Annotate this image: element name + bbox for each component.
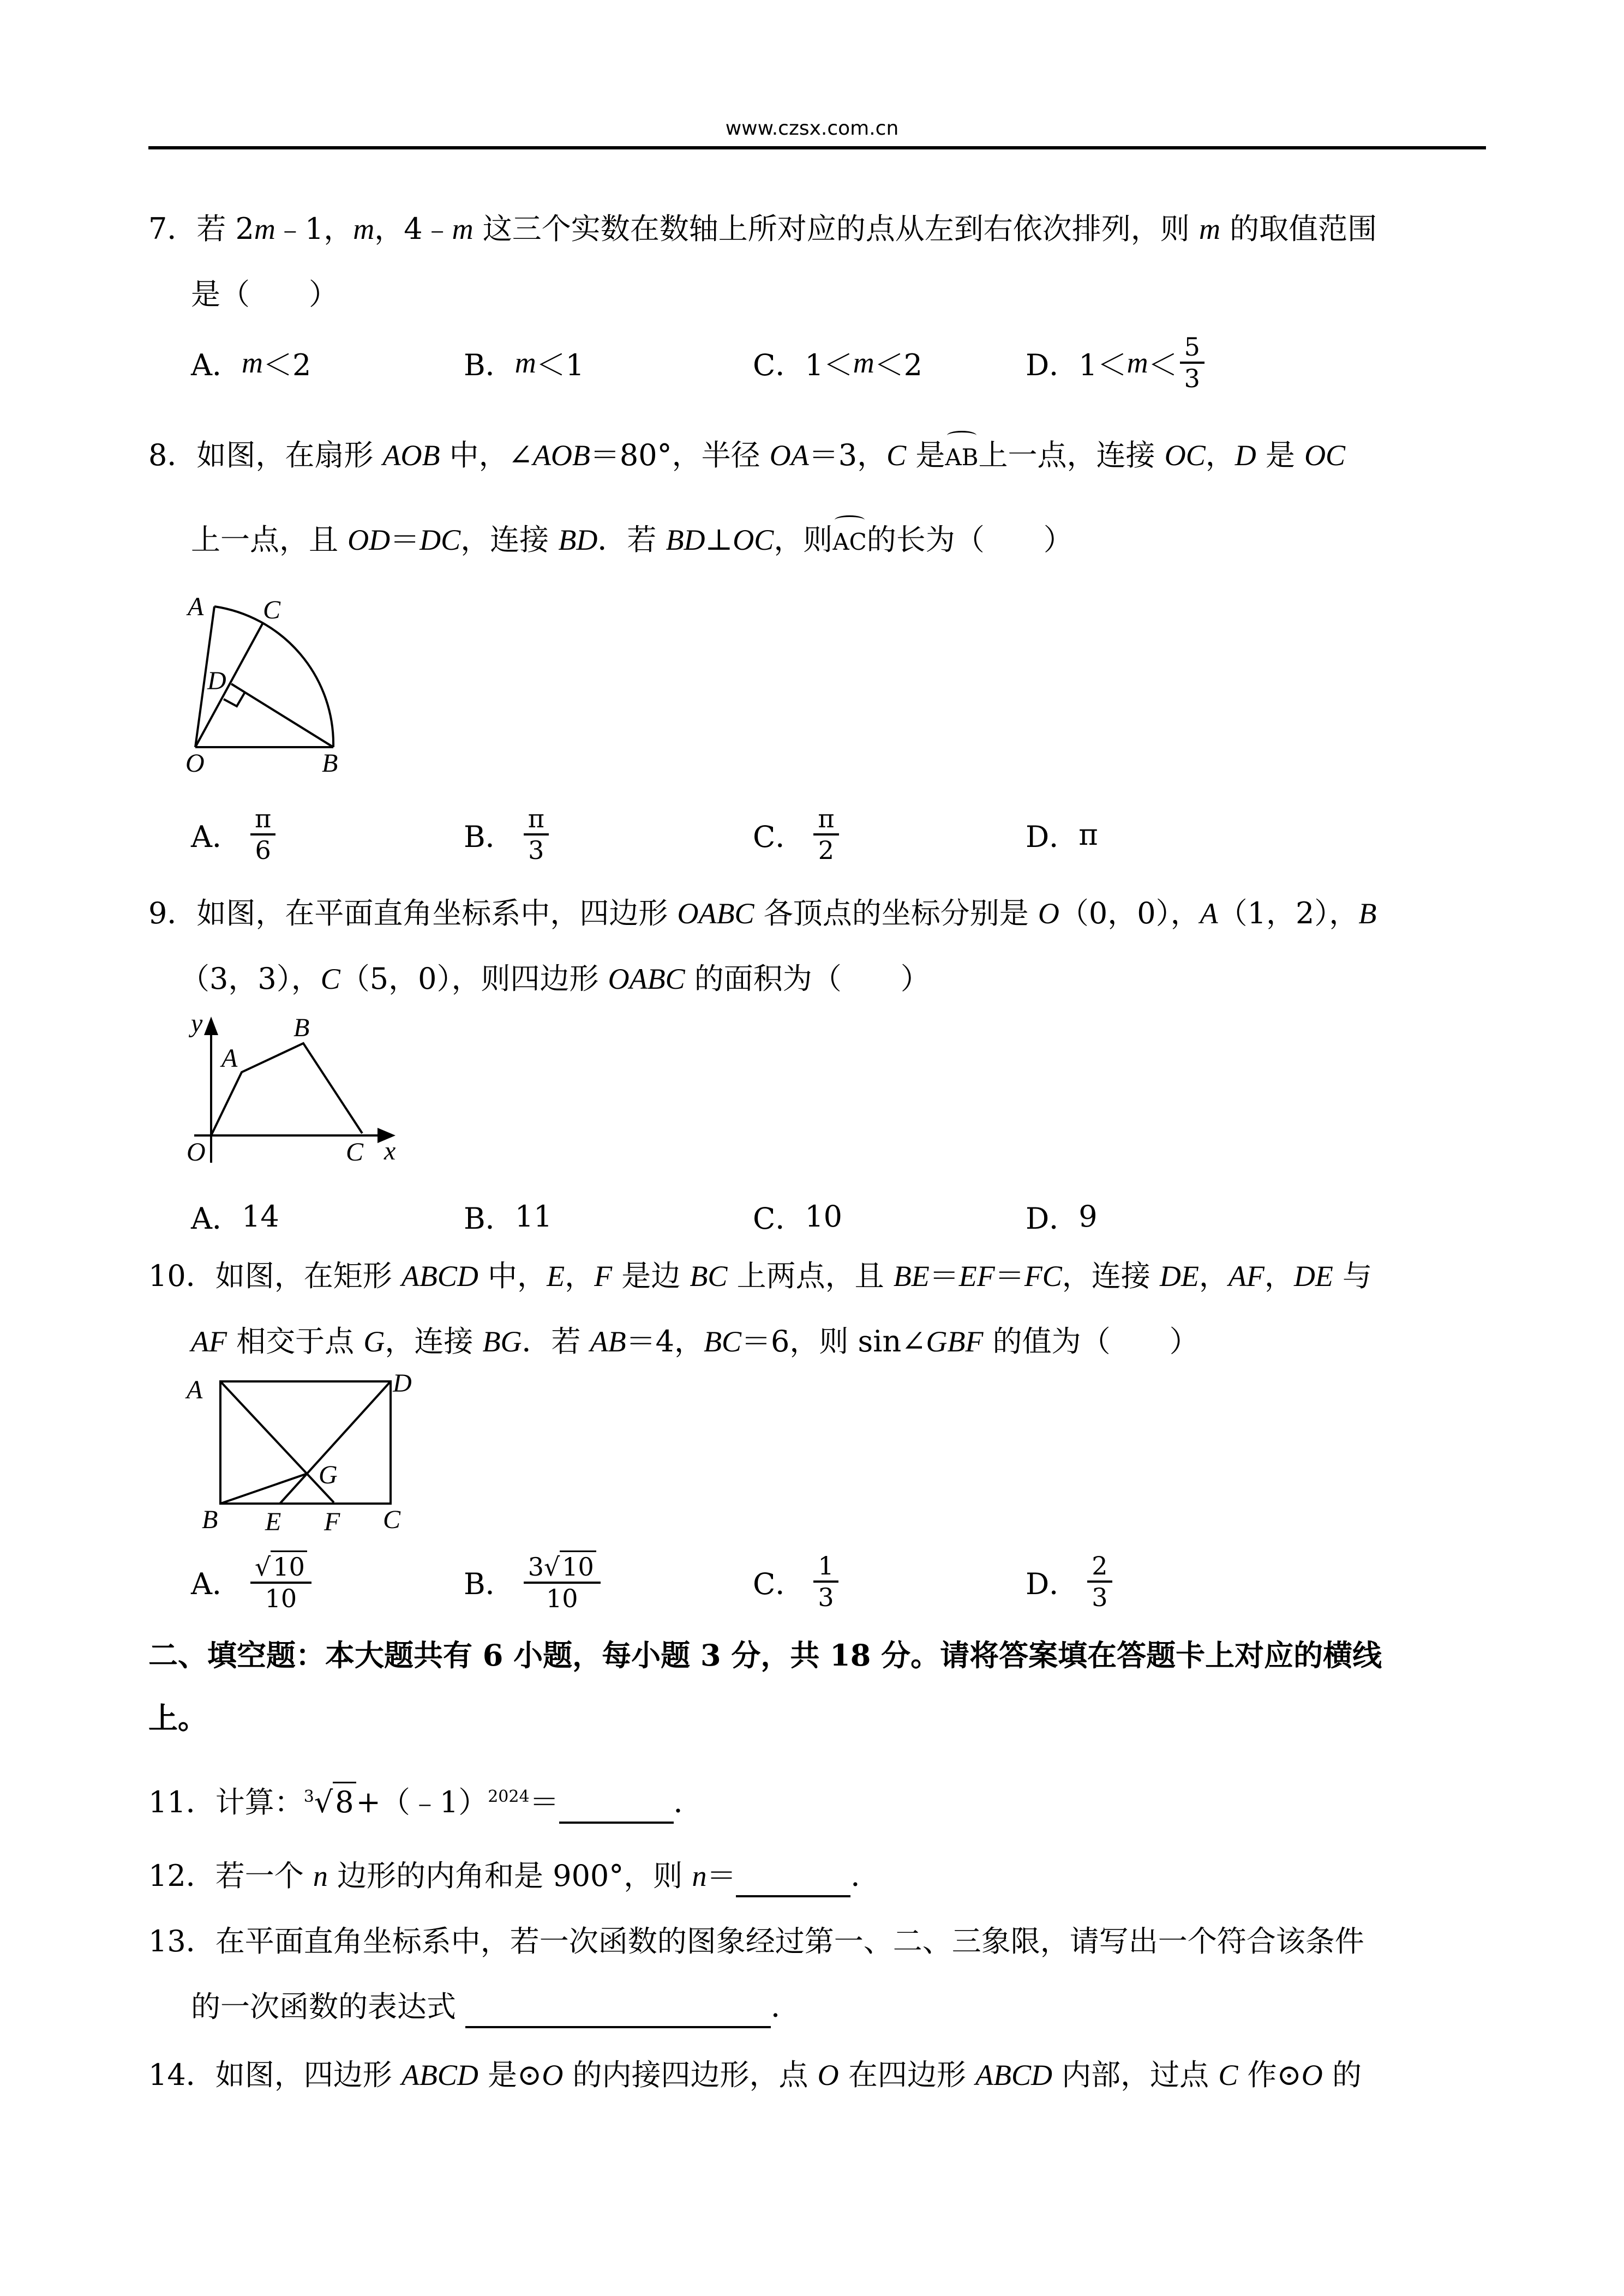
radicand: 8 [333,1782,356,1822]
q10-number: 10． [148,1259,215,1293]
q9-text: 如图，在平面直角坐标系中，四边形 [196,896,678,930]
q8-line2 [191,521,1073,561]
var: AOB [382,439,440,472]
label-a: A [188,592,204,621]
q13-line2 [191,1988,800,2028]
q10-text: 上两点，且 [727,1259,894,1293]
option-text: 11 [514,1199,553,1234]
q8-text: 如图，在扇形 [196,438,383,472]
q10-line1 [148,1257,1372,1295]
header-rule [148,146,1486,149]
option-text: ＜2 [874,347,923,382]
q8-option-b[interactable] [464,802,549,867]
q9-option-a[interactable] [191,1183,279,1249]
q14-line1 [148,2056,1362,2094]
q10-text: 与 [1333,1259,1373,1293]
var: BD [558,524,598,556]
root-index: 3 [303,1787,314,1806]
option-label: B． [464,1201,515,1236]
q7-option-b[interactable] [464,330,584,395]
q8-text: ．若 [597,522,666,557]
var: BE [893,1260,930,1293]
q7-text: 的取值范围 [1220,212,1377,246]
var: D [1235,439,1256,472]
var: C [1218,2059,1238,2091]
option-label: B． [464,1566,515,1601]
q11-text: 计算： [215,1785,304,1819]
q8-text: ＝ [390,522,420,557]
answer-blank[interactable] [736,1857,850,1897]
option-label: D． [1026,347,1079,382]
fraction-denominator: 3 [1184,364,1200,393]
label-a: A [221,1044,238,1073]
fraction [1180,332,1204,393]
var: AF [191,1325,227,1358]
fraction [524,804,549,865]
q7-text: ，4﹣ [374,212,452,246]
q10-text: 中， [478,1259,547,1293]
var: A [1200,897,1218,930]
q7-text: ﹣1， [275,212,353,246]
q7-line2: 是（ ） [191,277,338,311]
q14-text: 的 [1322,2058,1362,2092]
q9-options [191,1183,1500,1249]
option-text: 1＜ [805,347,853,382]
arc-label: AC [832,528,867,555]
q13-text: 在平面直角坐标系中，若一次函数的图象经过第一、二、三象限，请写出一个符合该条件 [215,1924,1364,1958]
label-x: x [384,1137,396,1165]
option-label: D． [1026,1201,1079,1236]
q9-line1 [148,894,1376,933]
var: BG [482,1325,522,1358]
radicand: 10 [271,1550,307,1582]
q9-text: （5，0），则四边形 [340,961,608,996]
var: O [542,2059,564,2091]
q14-text: 在四边形 [838,2058,975,2092]
q10-text: ， [565,1259,595,1293]
var: BC [690,1260,728,1293]
var-m: m [452,213,474,245]
q13-number: 13． [148,1924,215,1958]
option-text: 9 [1078,1199,1098,1234]
fraction [250,804,275,865]
arc-label: AB [945,444,979,471]
q10-figure [164,1363,447,1538]
var-m: m [1126,346,1148,379]
q8-text: ，则 [774,522,833,557]
q13-text: 的一次函数的表达式 [191,1990,466,2024]
var: OC [1304,439,1346,472]
var: ABCD [975,2059,1052,2091]
var: GBF [926,1325,984,1358]
label-g: G [319,1460,338,1489]
q8-text: 中，∠ [440,438,533,472]
var: OABC [677,897,754,930]
var: O [1301,2059,1323,2091]
label-d: D [207,666,226,695]
q8-text: 是 [1256,438,1305,472]
fraction-numerator: 1 [813,1551,838,1583]
q10-option-b[interactable] [464,1549,601,1614]
var: BC [704,1325,742,1358]
q8-text: ，连接 [460,522,559,557]
fraction-numerator: 5 [1180,332,1204,364]
q11: 11．计算：$^3$√8+（﹣1）$^{2024}$＝ ． [148,1778,703,1824]
q8-figure [164,578,382,796]
fraction-denominator: 3 [528,836,544,865]
option-text: ＜1 [536,347,585,382]
q7-text: 这三个实数在数轴上所对应的点从左到右依次排列，则 [473,212,1199,246]
q8-option-a[interactable] [191,802,275,867]
var-m: m [242,346,263,379]
option-text: ＜ [1148,347,1178,382]
q7-line1 [148,210,1377,248]
fraction [250,1550,311,1613]
option-text: 1＜ [1078,347,1127,382]
q8-text: 是 [906,438,945,472]
section2-heading-line2: 上。 [148,1700,207,1735]
q14-text: 如图，四边形 [215,2058,401,2092]
rectangle-abcd [220,1381,391,1504]
q8-text: ⊥ [705,522,733,557]
q9-number: 9． [148,896,197,930]
q10-text: 如图，在矩形 [215,1259,401,1293]
fraction-denominator: 2 [818,836,835,865]
q14-text: 的内接四边形，点 [563,2058,818,2092]
q14-number: 14． [148,2058,215,2092]
q10-text: 的值为（ ） [983,1324,1199,1359]
q8-options [191,802,1500,867]
fraction-denominator: 10 [546,1583,578,1613]
option-text: 10 [805,1199,843,1234]
q12-text: 若一个 [215,1859,313,1893]
fraction [1087,1551,1112,1612]
q10-text: ．若 [522,1324,590,1359]
q10-option-d[interactable] [1026,1549,1112,1614]
var: BD [666,524,705,556]
var-n: n [692,1860,707,1892]
q8-text: 的长为（ ） [866,522,1073,557]
q9-text: （0，0）， [1059,896,1200,930]
fraction-numerator: 3√10 [524,1550,601,1584]
q8-number: 8． [148,438,197,472]
var: B [1358,897,1377,930]
q8-text: 上一点，连接 [978,438,1165,472]
var-m: m [353,213,375,245]
q12-text: ． [850,1859,880,1893]
option-label: A． [191,1566,242,1601]
option-text: 14 [242,1199,279,1234]
q10-text: ，连接 [385,1324,483,1359]
q8-text: ， [1205,438,1235,472]
q9-option-b[interactable] [464,1183,552,1249]
q7-option-a[interactable] [191,330,311,395]
q9-text: （1，2）， [1218,896,1359,930]
var: AF [1228,1260,1265,1293]
var: AB [590,1325,626,1358]
option-label: A． [191,819,242,854]
q8-line1 [148,436,1345,477]
var-m: m [514,346,536,379]
var: O [817,2059,839,2091]
q10-option-c[interactable] [753,1549,838,1614]
label-b: B [293,1013,310,1042]
label-c: C [346,1138,364,1167]
q14-text: 内部，过点 [1052,2058,1219,2092]
q8-text: ＝3， [808,438,887,472]
label-o: O [187,1138,206,1167]
fraction [524,1550,601,1613]
segment-oc [195,624,262,747]
fraction-denominator: 6 [255,836,271,865]
sector-diagram [164,578,382,796]
var-m: m [853,346,874,379]
arc-ab-curve [214,606,333,747]
option-text: π [1078,817,1098,852]
var: OABC [608,963,685,995]
option-label: C． [753,347,805,382]
q9-text: （3，3）， [180,961,321,996]
fraction-denominator: 10 [265,1583,297,1613]
q10-line2 [191,1323,1199,1361]
q7-options [191,330,1500,395]
label-e: E [265,1507,281,1536]
q13-text: ． [771,1990,801,2024]
exponent: 2024 [488,1787,530,1806]
q9-text: 的面积为（ ） [685,961,930,996]
q10-text: ，连接 [1062,1259,1160,1293]
rectangle-diagram [164,1363,447,1538]
q12 [148,1857,880,1897]
y-arrow-icon [204,1017,218,1035]
fraction-numerator: π [813,804,838,836]
q10-options [191,1549,1500,1614]
q12-text: 边形的内角和是 900°，则 [327,1859,692,1893]
fraction-denominator: 3 [818,1583,834,1612]
q9-option-c[interactable] [753,1183,842,1249]
var: DE [1293,1260,1333,1293]
q8-text: 上一点，且 [191,522,348,557]
var: AOB [532,439,590,472]
fraction [813,804,838,865]
var-n: n [313,1860,328,1892]
label-b: B [322,749,338,778]
var: DC [420,524,461,556]
radicand: 10 [560,1550,596,1582]
coordinate-diagram [164,993,436,1189]
option-label: D． [1026,1566,1079,1601]
label-f: F [324,1507,340,1536]
coefficient: 3 [528,1552,544,1582]
q10-text: 是边 [612,1259,690,1293]
label-o: O [185,749,205,778]
label-d: D [393,1369,412,1398]
q10-text: ， [1264,1259,1294,1293]
label-a: A [187,1375,203,1404]
var: C [320,963,340,995]
option-label: B． [464,819,515,854]
fraction-numerator: 2 [1087,1551,1112,1583]
q12-number: 12． [148,1859,215,1893]
fraction-denominator: 3 [1092,1583,1108,1612]
var: EF [958,1260,995,1293]
var: OC [1164,439,1206,472]
q10-text: ＝ [929,1259,959,1293]
section2-heading-line1: 二、填空题：本大题共有 6 小题，每小题 3 分，共 18 分。请将答案填在答题卡上对应的横线 [148,1638,1382,1673]
var-m: m [1198,213,1220,245]
q7-text: 若 2 [196,212,254,246]
arc-ab [945,436,978,477]
label-y: y [191,1009,203,1038]
q7-option-d[interactable] [1026,330,1204,395]
q10-text: ＝6，则 sin∠ [741,1324,926,1359]
q7-number: 7． [148,212,197,246]
label-c: C [383,1505,401,1534]
option-label: C． [753,1201,805,1236]
q10-text: ＝ [994,1259,1024,1293]
option-label: C． [753,819,805,854]
q11-text: ． [673,1785,703,1819]
q14-text: 作⊙ [1238,2058,1302,2092]
q10-option-a[interactable] [191,1549,311,1614]
q10-text: ， [1198,1259,1229,1293]
right-angle-mark [224,693,244,706]
q9-text: 各顶点的坐标分别是 [754,896,1038,930]
var: FC [1024,1260,1062,1293]
var: OA [769,439,809,472]
var: OD [347,524,391,556]
var: ABCD [401,1260,478,1293]
option-label: B． [464,347,515,382]
segment-bd [231,684,333,747]
answer-blank[interactable] [559,1783,674,1824]
answer-blank[interactable] [465,1988,771,2028]
q9-option-d[interactable] [1026,1183,1098,1249]
fraction-numerator: π [524,804,549,836]
var: C [886,439,907,472]
option-label: D． [1026,819,1079,854]
option-label: A． [191,347,242,382]
q11-number: 11． [148,1785,215,1819]
var-m: m [254,213,275,245]
option-text: ＜2 [263,347,311,382]
var: DE [1159,1260,1199,1293]
q10-text: ＝4， [626,1324,704,1359]
q7-option-c[interactable] [753,330,922,395]
q8-text: ＝80°，半径 [590,438,770,472]
option-label: C． [753,1566,805,1601]
fraction-numerator: √10 [250,1550,311,1584]
header-url: www.czsx.com.cn [725,117,899,140]
var: E [547,1260,565,1293]
label-b: B [202,1505,218,1534]
q14-text: 是⊙ [478,2058,542,2092]
arc-ac [832,521,866,561]
var: ABCD [401,2059,478,2091]
q11-text: +（﹣1） [356,1785,488,1819]
option-label: A． [191,1201,242,1236]
var: O [1038,897,1059,930]
q11-text: ＝ [529,1785,559,1819]
q10-text: 相交于点 [226,1324,364,1359]
q13-line1 [148,1922,1364,1961]
fraction [813,1551,838,1612]
q9-figure [164,993,436,1189]
fraction-numerator: π [250,804,275,836]
var: OC [733,524,774,556]
q8-option-d[interactable] [1026,802,1098,867]
var: F [594,1260,613,1293]
q8-option-c[interactable] [753,802,839,867]
label-c: C [263,596,281,624]
q12-text: ＝ [706,1859,736,1893]
var: G [363,1325,385,1358]
